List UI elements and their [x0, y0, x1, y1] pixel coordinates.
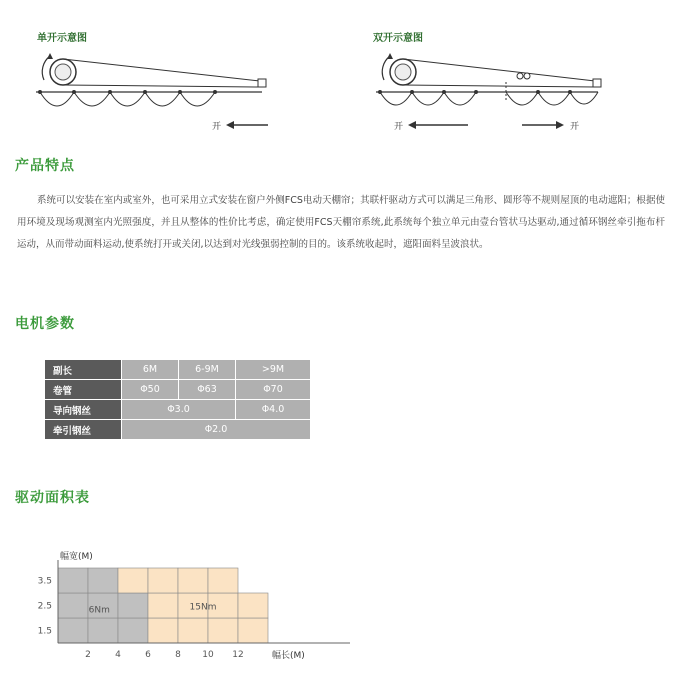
drive-area-chart	[30, 560, 350, 665]
y-tick-label: 2.5	[37, 601, 52, 612]
table-row	[45, 400, 311, 420]
table-row	[45, 420, 311, 440]
region-cell	[118, 618, 148, 643]
table-cell: Φ70	[236, 380, 311, 400]
table-cell: Φ3.0	[122, 400, 236, 420]
region-cell	[208, 618, 238, 643]
x-tick-label: 4	[115, 650, 121, 660]
table-cell: 6-9M	[179, 360, 236, 380]
region-cell	[58, 568, 88, 593]
x-tick-label: 12	[232, 650, 244, 660]
single-open-diagram	[30, 50, 280, 135]
y-tick-label: 1.5	[37, 626, 52, 637]
region-cell	[148, 618, 178, 643]
double-open-left-label: 开	[394, 122, 404, 132]
y-tick-label: 3.5	[37, 576, 52, 587]
region-cell	[118, 568, 148, 593]
region-label: 6Nm	[88, 605, 110, 616]
region-cell	[148, 593, 178, 618]
y-axis-label: 幅宽(M)	[60, 552, 93, 562]
single-open-title: 单开示意图	[37, 33, 87, 44]
table-row	[45, 380, 311, 400]
table-cell: Φ4.0	[236, 400, 311, 420]
features-paragraph: 系统可以安装在室内或室外，也可采用立式安装在窗户外侧FCS电动天棚帘；其联杆驱动方式可以满足三角形、圆形等不规则屋顶的电动遮阳；根据使用环境及现场观测室内光照强度，并且从整体的性价比考虑，确定使用FCS天棚帘系统,此系统每个独立单元由壹台管状马达驱动,通过循环钢丝牵引拖布杆运动，从而带动面料运动,使系统打开或关闭,以达到对光线强弱控制的目的。该系统收起时，遮阳面料呈波浪状。	[17, 195, 665, 250]
region-cell	[148, 568, 178, 593]
table-cell: Φ50	[122, 380, 179, 400]
x-tick-label: 10	[202, 650, 214, 660]
motor-params-table	[44, 359, 311, 440]
table-row	[45, 360, 311, 380]
region-cell	[88, 618, 118, 643]
features-title: 产品特点	[15, 158, 75, 174]
table-cell: >9M	[236, 360, 311, 380]
region-label: 15Nm	[189, 602, 217, 613]
motor-title: 电机参数	[15, 316, 75, 332]
region-cell	[58, 593, 88, 618]
region-cell	[238, 618, 268, 643]
region-cell	[238, 593, 268, 618]
region-cell	[118, 593, 148, 618]
double-open-right-label: 开	[570, 122, 580, 132]
region-cell	[178, 618, 208, 643]
region-cell	[88, 568, 118, 593]
x-axis-label: 幅长(M)	[272, 651, 305, 661]
row-label: 副长	[45, 360, 122, 380]
row-label: 卷管	[45, 380, 122, 400]
row-label: 牵引钢丝	[45, 420, 122, 440]
x-tick-label: 8	[175, 650, 181, 660]
x-tick-label: 2	[85, 650, 91, 660]
table-cell: 6M	[122, 360, 179, 380]
region-cell	[58, 618, 88, 643]
row-label: 导向钢丝	[45, 400, 122, 420]
region-cell	[208, 568, 238, 593]
table-cell: Φ2.0	[122, 420, 311, 440]
drive-title: 驱动面积表	[15, 490, 90, 506]
single-open-label: 开	[212, 122, 222, 132]
double-open-diagram	[370, 50, 620, 135]
double-open-title: 双开示意图	[373, 33, 423, 44]
region-cell	[178, 568, 208, 593]
table-cell: Φ63	[179, 380, 236, 400]
x-tick-label: 6	[145, 650, 151, 660]
